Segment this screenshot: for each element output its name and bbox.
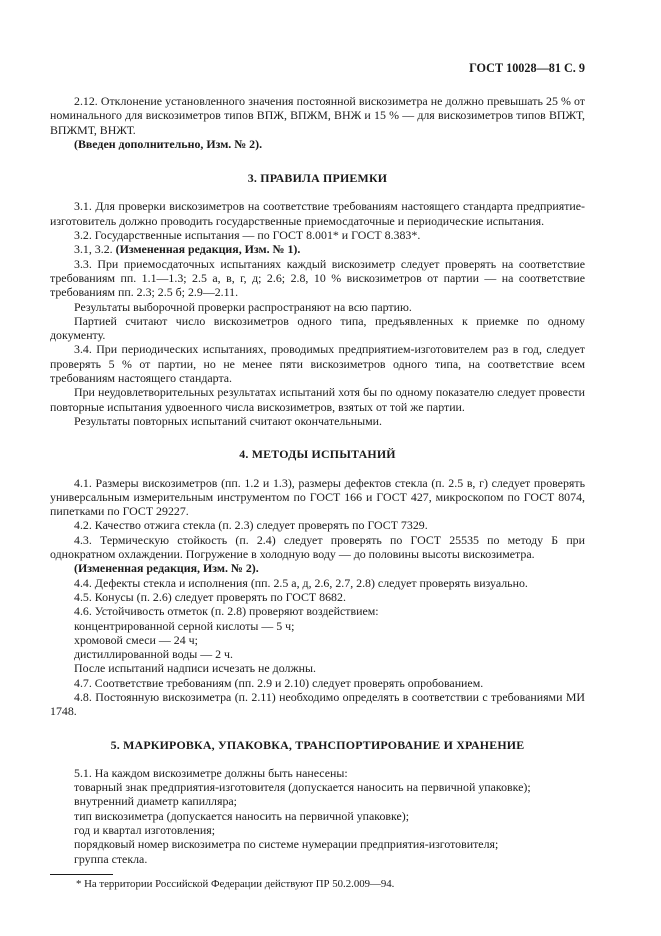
section-heading: 3. ПРАВИЛА ПРИЕМКИ bbox=[247, 171, 388, 186]
paragraph: 4.6. Устойчивость отметок (п. 2.8) проверяют воздействием: bbox=[74, 604, 379, 619]
paragraph: 4.4. Дефекты стекла и исполнения (пп. 2.5 а, д, 2.6, 2.7, 2.8) следует проверять визуально. bbox=[74, 575, 528, 590]
amendment-note: (Введен дополнительно, Изм. № 2). bbox=[74, 136, 263, 151]
footnote-divider bbox=[50, 874, 113, 875]
section-heading: 5. МАРКИРОВКА, УПАКОВКА, ТРАНСПОРТИРОВАНИЕ И ХРАНЕНИЕ bbox=[110, 737, 525, 752]
amendment-note bbox=[50, 242, 585, 256]
paragraph: порядковый номер вискозиметра по системе нумерации предприятия-изготовителя; bbox=[74, 837, 499, 852]
paragraph: 4.2. Качество отжига стекла (п. 2.3) следует проверять по ГОСТ 7329. bbox=[74, 518, 428, 533]
paragraph: концентрированной серной кислоты — 5 ч; bbox=[74, 618, 295, 633]
paragraph: Партией считают число вискозиметров одного типа, предъявленных к приемке по одному документу. bbox=[50, 313, 585, 343]
paragraph: дистиллированной воды — 2 ч. bbox=[74, 647, 233, 662]
paragraph: внутренний диаметр капилляра; bbox=[74, 794, 237, 809]
paragraph: год и квартал изготовления; bbox=[74, 823, 216, 838]
paragraph: 3.3. При приемосдаточных испытаниях каждый вискозиметр следует проверять на соответствие требованиям пп. 1.1—1.3; 2.5 а, в, г, д; 2.6; 2.8, 10 % вискозиметров от партии — на соответствие требованиям пп. 2.3; 2.5 б; 2.9—2.11. bbox=[50, 256, 585, 300]
paragraph: 4.1. Размеры вискозиметров (пп. 1.2 и 1.3), размеры дефектов стекла (п. 2.5 в, г) следует проверять универсальным измерительным инструментом по ГОСТ 166 и ГОСТ 427, микроскопом по ГОСТ 8074, пипетками по ГОСТ 29227. bbox=[50, 475, 585, 519]
paragraph: 4.5. Конусы (п. 2.6) следует проверять по ГОСТ 8682. bbox=[74, 589, 346, 604]
paragraph: Результаты повторных испытаний считают окончательными. bbox=[74, 413, 382, 428]
paragraph: Результаты выборочной проверки распространяют на всю партию. bbox=[74, 299, 412, 314]
amendment-note: (Измененная редакция, Изм. № 2). bbox=[74, 561, 259, 576]
paragraph: 3.2. Государственные испытания — по ГОСТ 8.001* и ГОСТ 8.383*. bbox=[74, 228, 421, 243]
paragraph: товарный знак предприятия-изготовителя (допускается наносить на первичной упаковке); bbox=[74, 780, 531, 795]
footnote: * На территории Российской Федерации действуют ПР 50.2.009—94. bbox=[76, 877, 395, 890]
paragraph: 4.8. Постоянную вискозиметра (п. 2.11) необходимо определять в соответствии с требованиями МИ 1748. bbox=[50, 689, 585, 719]
paragraph: 5.1. На каждом вискозиметре должны быть нанесены: bbox=[74, 765, 348, 780]
paragraph: тип вискозиметра (допускается наносить на первичной упаковке); bbox=[74, 808, 410, 823]
amendment-ref: 3.1, 3.2. bbox=[74, 242, 113, 257]
section-heading: 4. МЕТОДЫ ИСПЫТАНИЙ bbox=[239, 447, 396, 462]
paragraph: 4.3. Термическую стойкость (п. 2.4) следует проверять по ГОСТ 25535 по методу Б при однократном охлаждении. Погружение в холодную воду — до половины высоты вискозиметра. bbox=[50, 532, 585, 562]
paragraph: 2.12. Отклонение установленного значения постоянной вискозиметра не должно превышать 25 % от номинального для вискозиметров типов ВПЖ, ВПЖМ, ВНЖ и 15 % — для вискозиметров типов ВПЖТ, ВПЖМТ, ВНЖТ. bbox=[50, 94, 585, 137]
paragraph: При неудовлетворительных результатах испытаний хотя бы по одному показателю следует провести повторные испытания удвоенного числа вискозиметров, взятых от той же партии. bbox=[50, 385, 585, 414]
amendment-label: (Измененная редакция, Изм. № 1). bbox=[115, 242, 301, 257]
paragraph: группа стекла. bbox=[74, 851, 148, 866]
page-content bbox=[50, 94, 585, 891]
paragraph: хромовой смеси — 24 ч; bbox=[74, 632, 198, 647]
paragraph: 3.4. При периодических испытаниях, проводимых предприятием-изготовителем раз в год, следует проверять 5 % от партии, но не менее пяти вискозиметров одного типа, на соответствие всем требованиям настоящего стандарта. bbox=[50, 342, 585, 386]
paragraph: 4.7. Соответствие требованиям (пп. 2.9 и 2.10) следует проверять опробованием. bbox=[74, 675, 484, 690]
page-header: ГОСТ 10028—81 С. 9 bbox=[469, 61, 585, 75]
paragraph: После испытаний надписи исчезать не должны. bbox=[74, 661, 316, 676]
paragraph: 3.1. Для проверки вискозиметров на соответствие требованиям настоящего стандарта предприятие-изготовитель должно проводить государственные приемосдаточные и периодические испытания. bbox=[50, 199, 585, 228]
